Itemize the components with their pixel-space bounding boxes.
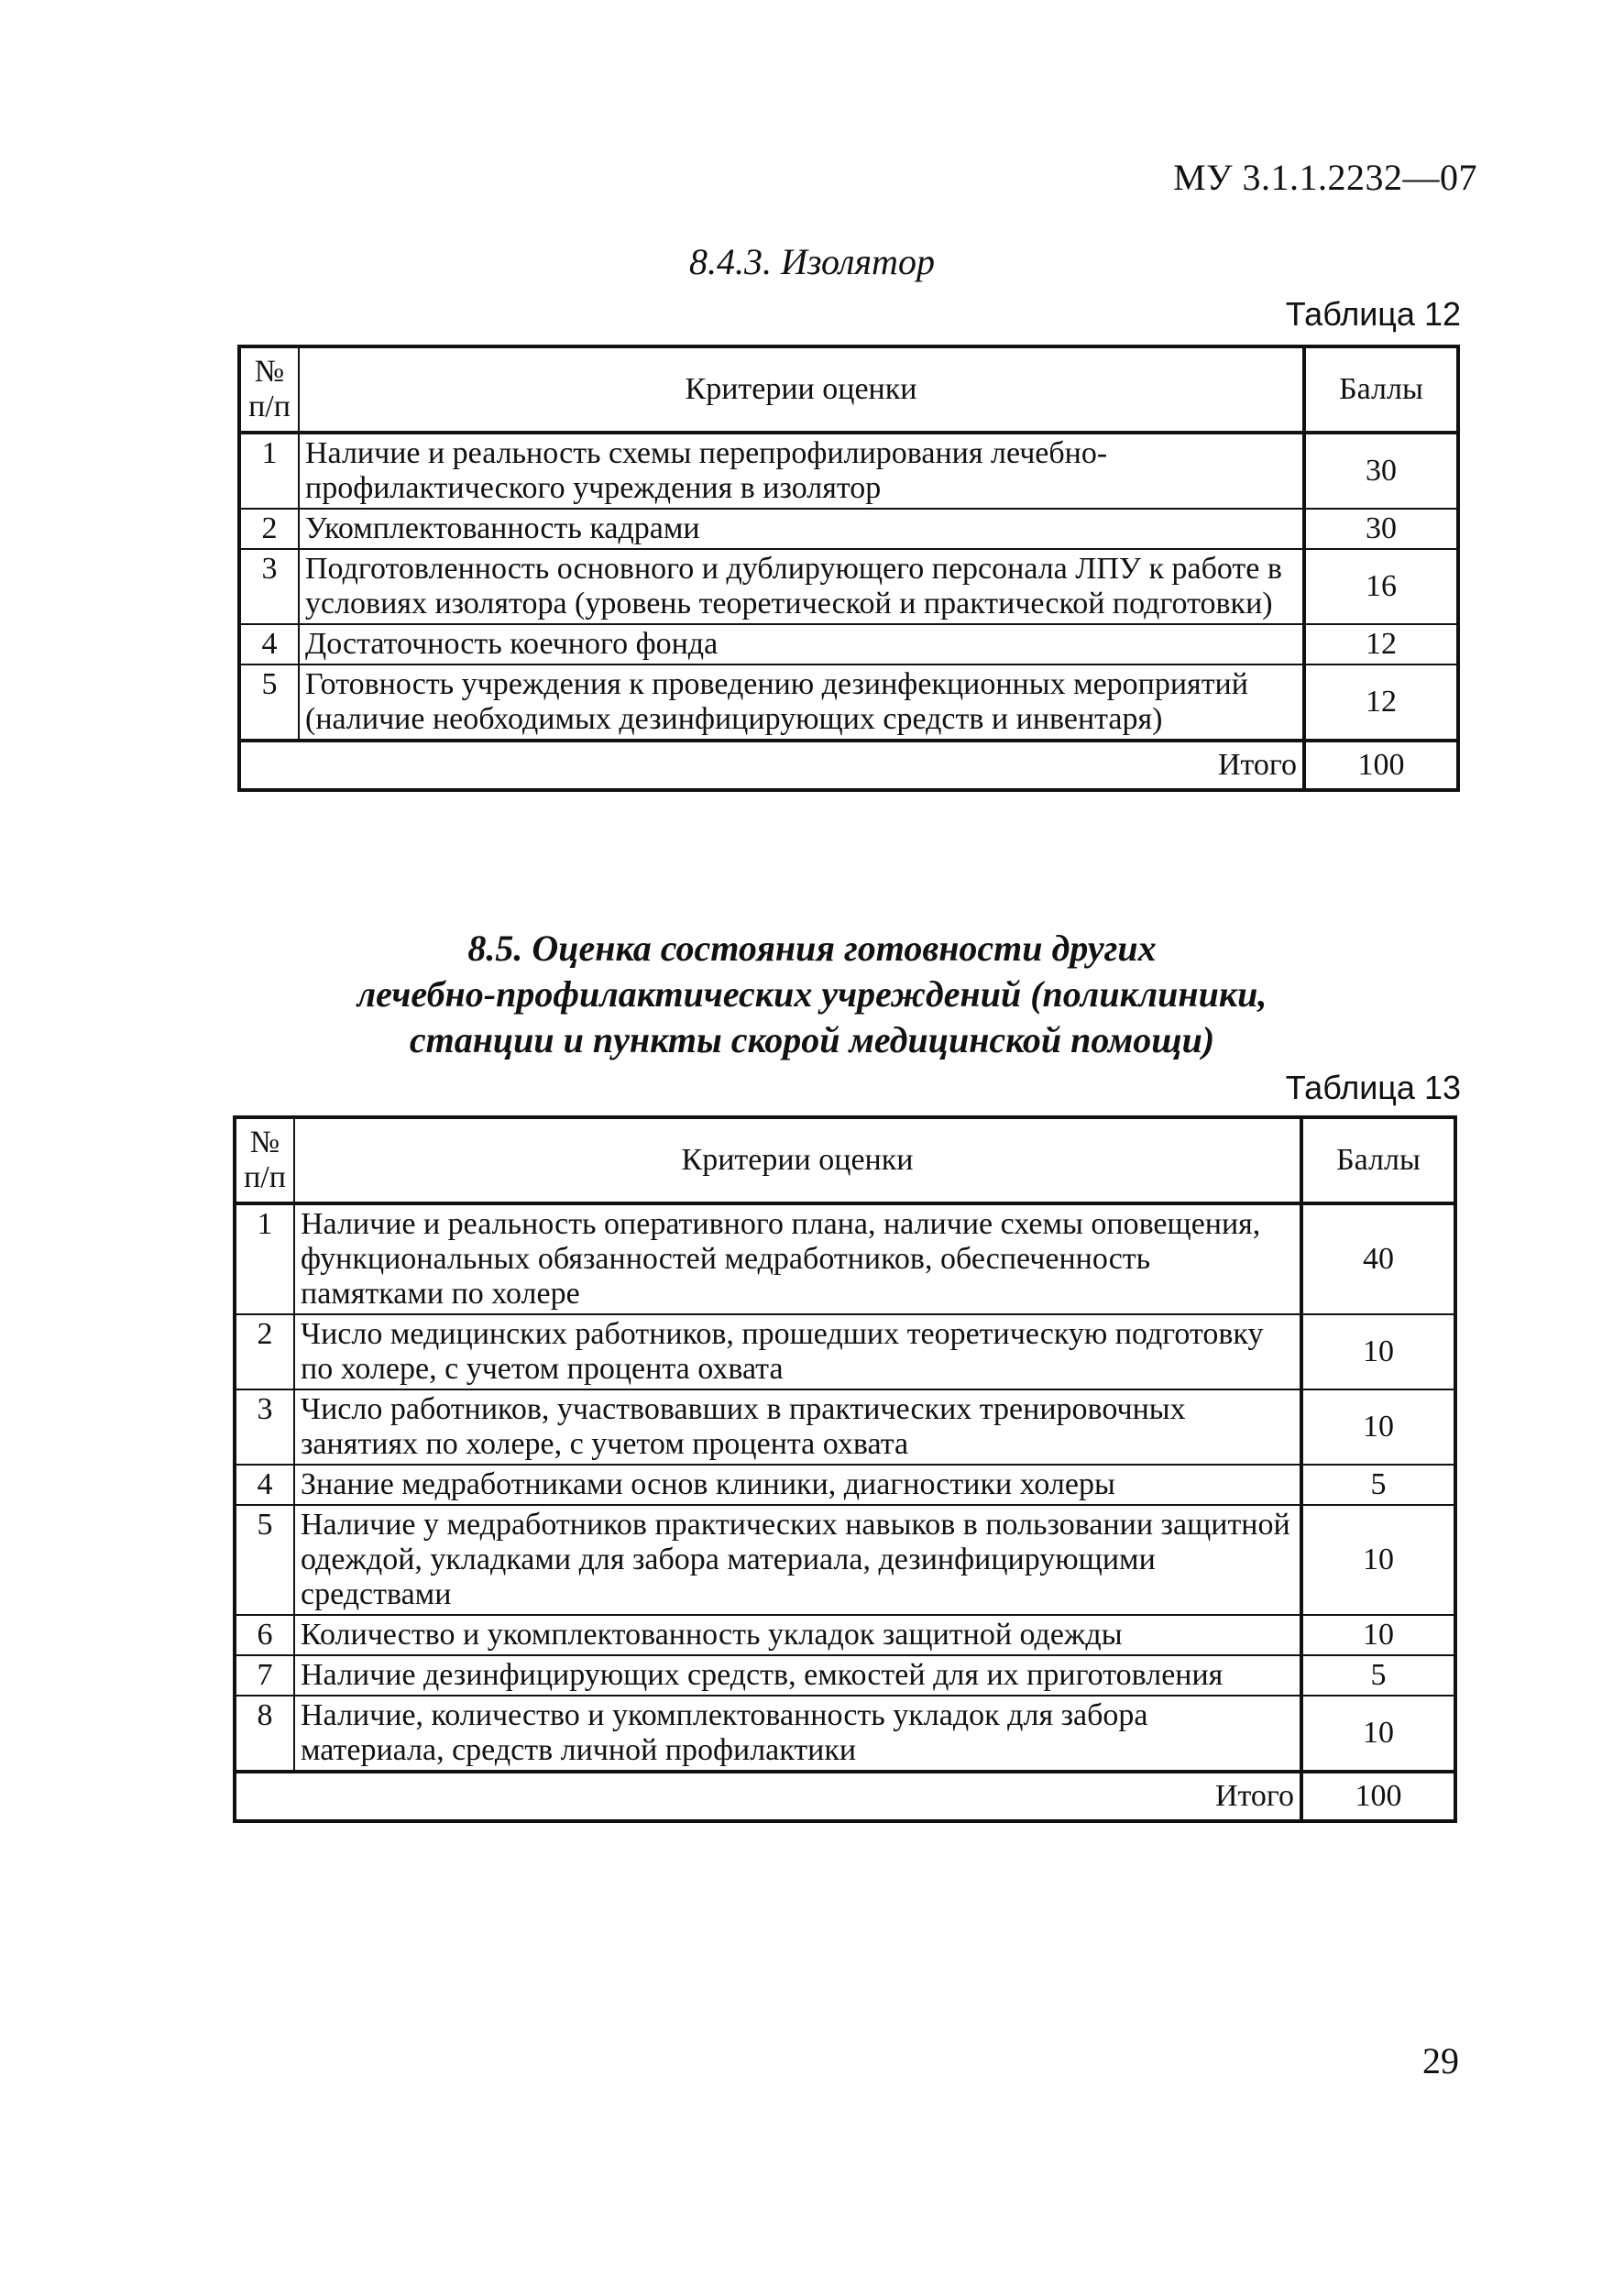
row-score: 5 — [1301, 1465, 1455, 1505]
row-num: 4 — [239, 624, 299, 664]
row-criteria: Укомплектованность кадрами — [299, 509, 1304, 549]
table-row — [235, 1203, 1455, 1314]
row-num: 2 — [239, 509, 299, 549]
row-criteria: Наличие у медработников практических навыков в пользовании защитной одеждой, укладками для забора материала, дезинфицирующими средствами — [294, 1505, 1301, 1615]
table-header-row — [239, 346, 1458, 433]
row-num: 7 — [235, 1655, 294, 1696]
row-score: 40 — [1301, 1203, 1455, 1314]
row-num: 3 — [239, 549, 299, 624]
row-criteria: Количество и укомплектованность укладок защитной одежды — [294, 1615, 1301, 1655]
table-row — [239, 664, 1458, 741]
row-num: 6 — [235, 1615, 294, 1655]
row-criteria: Подготовленность основного и дублирующего персонала ЛПУ к работе в условиях изолятора (уровень теоретической и практической подготовки) — [299, 549, 1304, 624]
total-label: Итого — [235, 1772, 1301, 1821]
row-score: 12 — [1304, 664, 1458, 741]
table-row — [239, 624, 1458, 664]
table-header-row — [235, 1117, 1455, 1203]
column-header-criteria: Критерии оценки — [299, 346, 1304, 433]
row-num: 5 — [235, 1505, 294, 1615]
table-row — [239, 549, 1458, 624]
row-score: 10 — [1301, 1615, 1455, 1655]
table-row — [235, 1696, 1455, 1772]
row-score: 16 — [1304, 549, 1458, 624]
table-row — [235, 1389, 1455, 1465]
page-number: 29 — [1422, 2040, 1459, 2081]
row-score: 30 — [1304, 433, 1458, 509]
section-title-line: 8.5. Оценка состояния готовности других — [467, 928, 1157, 969]
row-num: 8 — [235, 1696, 294, 1772]
column-header-score: Баллы — [1301, 1117, 1455, 1203]
table-13-label: Таблица 13 — [1285, 1069, 1461, 1106]
table-13 — [233, 1115, 1457, 1823]
row-score: 10 — [1301, 1505, 1455, 1615]
section-title-line: станции и пункты скорой медицинской помощи) — [409, 1019, 1215, 1060]
row-num: 5 — [239, 664, 299, 741]
row-num: 4 — [235, 1465, 294, 1505]
row-criteria: Наличие дезинфицирующих средств, емкостей для их приготовления — [294, 1655, 1301, 1696]
column-header-criteria: Критерии оценки — [294, 1117, 1301, 1203]
section-title-other-institutions — [0, 926, 1624, 1063]
document-code: МУ 3.1.1.2232—07 — [1173, 157, 1477, 198]
table-row — [235, 1655, 1455, 1696]
row-num: 3 — [235, 1389, 294, 1465]
total-value: 100 — [1301, 1772, 1455, 1821]
total-row — [235, 1772, 1455, 1821]
total-label: Итого — [239, 741, 1304, 790]
row-criteria: Наличие, количество и укомплектованность укладок для забора материала, средств личной профилактики — [294, 1696, 1301, 1772]
row-criteria: Число работников, участвовавших в практических тренировочных занятиях по холере, с учетом процента охвата — [294, 1389, 1301, 1465]
total-row — [239, 741, 1458, 790]
table-row — [239, 509, 1458, 549]
row-score: 10 — [1301, 1696, 1455, 1772]
table-row — [235, 1505, 1455, 1615]
row-criteria: Готовность учреждения к проведению дезинфекционных мероприятий (наличие необходимых дезинфицирующих средств и инвентаря) — [299, 664, 1304, 741]
row-score: 10 — [1301, 1314, 1455, 1389]
row-num: 2 — [235, 1314, 294, 1389]
row-score: 10 — [1301, 1389, 1455, 1465]
row-criteria: Знание медработниками основ клиники, диагностики холеры — [294, 1465, 1301, 1505]
row-criteria: Достаточность коечного фонда — [299, 624, 1304, 664]
row-score: 12 — [1304, 624, 1458, 664]
table-row — [235, 1615, 1455, 1655]
table-row — [239, 433, 1458, 509]
row-criteria: Число медицинских работников, прошедших теоретическую подготовку по холере, с учетом процента охвата — [294, 1314, 1301, 1389]
table-row — [235, 1465, 1455, 1505]
section-title-line: лечебно-профилактических учреждений (поликлиники, — [357, 973, 1267, 1015]
table-row — [235, 1314, 1455, 1389]
column-header-num: № п/п — [239, 346, 299, 433]
row-criteria: Наличие и реальность схемы перепрофилирования лечебно-профилактического учреждения в изолятор — [299, 433, 1304, 509]
table-12-label: Таблица 12 — [1285, 295, 1461, 333]
row-num: 1 — [235, 1203, 294, 1314]
total-value: 100 — [1304, 741, 1458, 790]
row-score: 30 — [1304, 509, 1458, 549]
table-12 — [237, 345, 1460, 792]
column-header-num: № п/п — [235, 1117, 294, 1203]
row-score: 5 — [1301, 1655, 1455, 1696]
column-header-score: Баллы — [1304, 346, 1458, 433]
row-criteria: Наличие и реальность оперативного плана, наличие схемы оповещения, функциональных обязанностей медработников, обеспеченность памятками по холере — [294, 1203, 1301, 1314]
row-num: 1 — [239, 433, 299, 509]
section-title-isolator: 8.4.3. Изолятор — [689, 241, 935, 282]
